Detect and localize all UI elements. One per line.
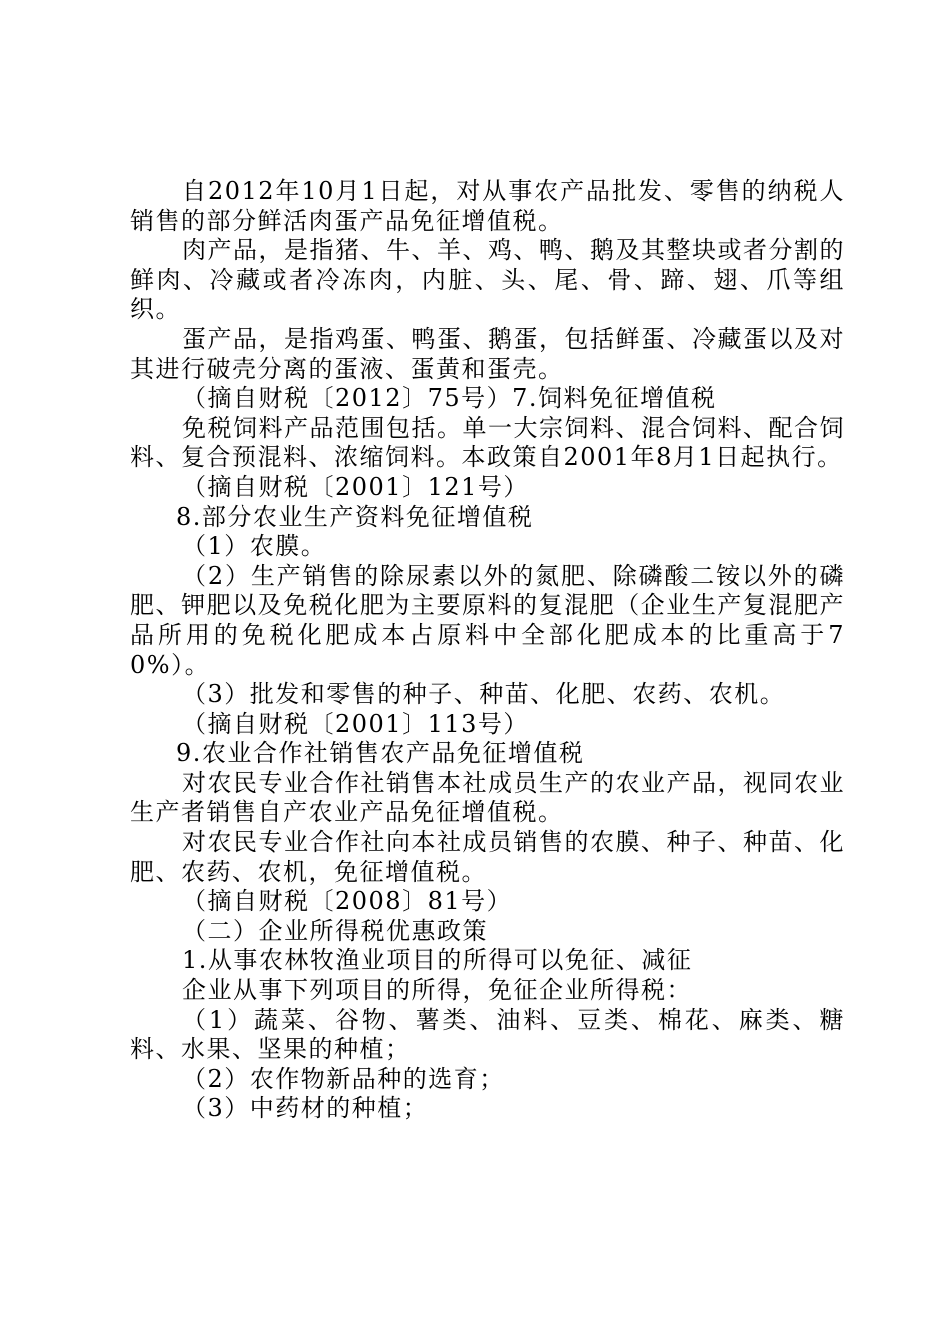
section-heading-income-tax: （二）企业所得税优惠政策 [182,916,488,945]
list-item-breeding: （2）农作物新品种的选育； [182,1064,505,1093]
paragraph-exempt-projects-intro: 企业从事下列项目的所得，免征企业所得税： [182,976,692,1005]
paragraph-meat-definition: 肉产品，是指猪、牛、羊、鸡、鸭、鹅及其整块或者分割的鲜肉、冷藏或者冷冻肉，内脏、头、尾、骨、蹄、翅、爪等组织。 [130,236,845,324]
section-heading-cooperatives: 9.农业合作社销售农产品免征增值税 [176,739,585,768]
subsection-heading-agri-income: 1.从事农林牧渔业项目的所得可以免征、减征 [182,946,693,975]
paragraph-live-meat-egg-exemption: 自2012年10月1日起，对从事农产品批发、零售的纳税人销售的部分鲜活肉蛋产品免征增值税。 [130,177,845,235]
list-item-film: （1）农膜。 [182,532,327,561]
paragraph-coop-member-sales: 对农民专业合作社向本社成员销售的农膜、种子、种苗、化肥、农药、农机，免征增值税。 [130,828,845,886]
paragraph-feed-scope: 免税饲料产品范围包括。单一大宗饲料、混合饲料、配合饲料、复合预混料、浓缩饲料。本政策自2001年8月1日起执行。 [130,413,845,472]
paragraph-egg-definition: 蛋产品，是指鸡蛋、鸭蛋、鹅蛋，包括鲜蛋、冷藏蛋以及对其进行破壳分离的蛋液、蛋黄和蛋壳。 [130,324,845,383]
document-body [130,177,845,1124]
paragraph-citation-2001-121: （摘自财税〔2001〕121号） [182,472,529,501]
list-item-fertilizer: （2）生产销售的除尿素以外的氮肥、除磷酸二铵以外的磷肥、钾肥以及免税化肥为主要原料的复混肥（企业生产复混肥产品所用的免税化肥成本占原料中全部化肥成本的比重高于70%）。 [130,561,845,679]
section-heading-agri-inputs: 8.部分农业生产资料免征增值税 [176,502,534,531]
paragraph-citation-2001-113: （摘自财税〔2001〕113号） [182,709,529,738]
list-item-crops: （1）蔬菜、谷物、薯类、油料、豆类、棉花、麻类、糖料、水果、坚果的种植； [130,1005,845,1064]
paragraph-coop-sales: 对农民专业合作社销售本社成员生产的农业产品，视同农业生产者销售自产农业产品免征增值税。 [130,768,845,827]
list-item-herbs: （3）中药材的种植； [182,1094,429,1123]
list-item-wholesale-retail: （3）批发和零售的种子、种苗、化肥、农药、农机。 [182,680,786,709]
paragraph-citation-2008-81: （摘自财税〔2008〕81号） [182,887,513,916]
paragraph-citation-2012-75: （摘自财税〔2012〕75号）7.饲料免征增值税 [182,384,717,413]
